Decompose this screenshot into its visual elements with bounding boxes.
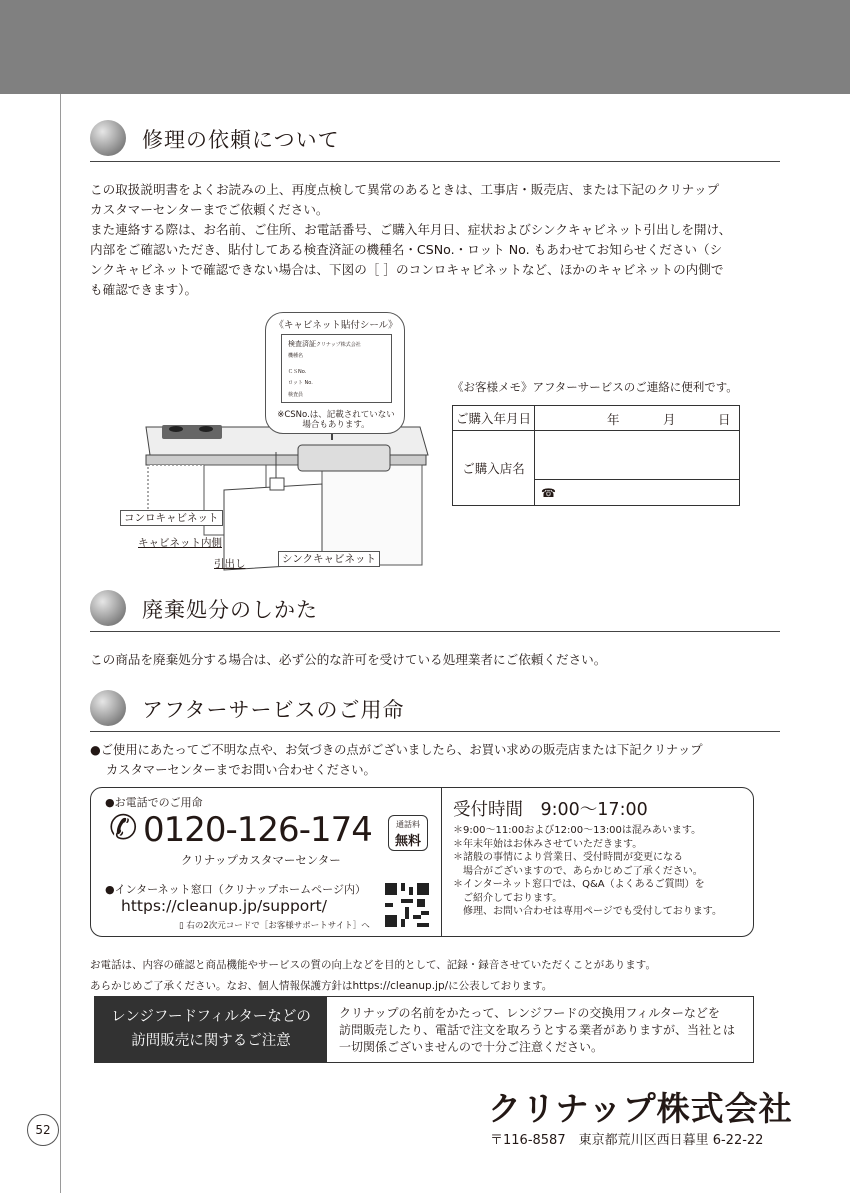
hours-value: 9:00〜17:00: [540, 800, 648, 820]
memo-row-date: [453, 406, 739, 431]
qr-code-icon[interactable]: [385, 883, 429, 927]
text-line: あらかじめご了承ください。なお、個人情報保護方針はhttps://cleanup.jp/に公表しております。: [90, 980, 553, 992]
phone-heading: ●お電話でのご用命: [105, 796, 203, 809]
card-field: 機種名: [288, 353, 304, 359]
text-line: この取扱説明書をよくお読みの上、再度点検して異常のあるときは、工事店・販売店、または下記のクリナップ: [90, 182, 720, 197]
day-label: 日: [718, 412, 731, 427]
support-url-link[interactable]: https://cleanup.jp/support/: [121, 897, 327, 915]
toll-free-badge: [388, 815, 428, 851]
inspection-card: [281, 334, 392, 403]
label-sink-cabinet: シンクキャビネット: [278, 551, 380, 567]
text-line: ンクキャビネットで確認できない場合は、下図の［ ］のコンロキャビネットなど、ほかのキャビネットの内側で: [90, 262, 724, 277]
cabinet-seal-callout: [265, 312, 405, 434]
label-drawer: 引出し: [214, 558, 246, 570]
hours-notes: [453, 824, 722, 919]
recording-notice: [90, 955, 782, 997]
afterservice-paragraph: [90, 740, 782, 780]
contact-box: [90, 787, 754, 937]
customer-memo-table: [452, 405, 740, 506]
memo-tel-divider: [535, 479, 740, 480]
phone-number[interactable]: 0120-126-174: [143, 810, 372, 850]
note-line: ＊年末年始はお休みさせていただきます。: [453, 838, 643, 850]
memo-caption: 《お客様メモ》アフターサービスのご連絡に便利です。: [452, 380, 738, 394]
card-field: 検査員: [288, 392, 304, 398]
purchase-date-label: ご購入年月日: [453, 406, 535, 430]
header-band: [0, 0, 850, 94]
center-name: クリナップカスタマーセンター: [181, 853, 341, 867]
qr-note: [179, 919, 370, 931]
text-line: も確認できます）。: [90, 282, 198, 297]
warning-line: 一切関係ございませんので十分ご注意ください。: [339, 1040, 604, 1054]
telephone-icon: ☎: [541, 486, 556, 500]
qr-note-text: 右の2次元コードで［お客様サポートサイト］へ: [186, 921, 370, 931]
disposal-paragraph: [90, 650, 782, 670]
internet-heading: ●インターネット窓口（クリナップホームページ内）: [105, 883, 366, 896]
note-line: 場合がございますので、あらかじめご了承ください。: [453, 865, 703, 877]
label-cabinet-inside: キャビネット内側: [138, 537, 222, 549]
bullet-ball-icon: [90, 590, 126, 626]
warning-body: [339, 1005, 735, 1056]
section-disposal-header: [90, 588, 780, 632]
note-line: ご紹介しております。: [453, 892, 563, 904]
page-number: 52: [27, 1114, 59, 1146]
warning-title: [95, 997, 327, 1062]
card-title-text: 検査済証: [288, 340, 316, 348]
month-label: 月: [663, 412, 676, 427]
text-line: カスタマーセンターまでご依頼ください。: [90, 202, 329, 217]
text-line: この商品を廃棄処分する場合は、必ず公的な許可を受けている処理業者にご依頼ください。: [90, 652, 607, 667]
smartphone-icon: ▯: [179, 921, 184, 931]
text-line: カスタマーセンターまでお問い合わせください。: [106, 763, 376, 777]
margin-line: [60, 94, 61, 1193]
phone-handset-icon: ✆: [109, 808, 138, 848]
hours-line: [453, 796, 648, 821]
text-line: 内部をご確認いただき、貼付してある検査済証の機種名・CSNo.・ロット No. もあわせてお知らせください（シ: [90, 242, 723, 257]
bullet-ball-icon: [90, 120, 126, 156]
csno-note: [266, 410, 406, 430]
text-line: お電話は、内容の確認と商品機能やサービスの質の向上などを目的として、記録・録音させていただくことがあります。: [90, 959, 656, 971]
seal-caption: 《キャビネット貼付シール》: [274, 320, 398, 331]
note-line: 場合もあります。: [302, 420, 370, 430]
warning-title-line: レンジフードフィルターなどの: [111, 1009, 311, 1025]
text-line: ●ご使用にあたってご不明な点や、お気づきの点がございましたら、お買い求めの販売店または下記クリナップ: [90, 743, 703, 757]
section-repair-header: [90, 118, 780, 162]
contact-divider: [441, 788, 442, 936]
repair-paragraph: [90, 180, 782, 300]
company-logo-text: クリナップ株式会社: [488, 1089, 793, 1128]
card-title: [288, 339, 361, 349]
card-field: ＣＳNo.: [288, 369, 307, 375]
section-afterservice-header: [90, 688, 780, 732]
section-title: アフターサービスのご用命: [142, 698, 405, 722]
note-line: 修理、お問い合わせは専用ページでも受付しております。: [453, 906, 722, 917]
memo-row-shop: [453, 431, 739, 505]
card-company: クリナップ株式会社: [316, 342, 361, 348]
section-title: 廃棄処分のしかた: [142, 598, 318, 622]
bullet-ball-icon: [90, 690, 126, 726]
warning-line: クリナップの名前をかたって、レンジフードの交換用フィルターなどを: [339, 1006, 720, 1020]
shop-name-label: ご購入店名: [453, 431, 535, 505]
section-title: 修理の依頼について: [142, 128, 340, 152]
warning-title-line: 訪問販売に関するご注意: [131, 1033, 291, 1049]
company-address: 〒116-8587 東京都荒川区西日暮里 6-22-22: [490, 1133, 764, 1148]
note-line: ＊諸般の事情により営業日、受付時間が変更になる: [453, 852, 683, 863]
warning-line: 訪問販売したり、電話で注文を取ろうとする業者がありますが、当社とは: [339, 1023, 736, 1037]
label-stove-cabinet: コンロキャビネット: [120, 510, 223, 526]
badge-top: 通話料: [396, 820, 420, 829]
text-line: また連絡する際は、お名前、ご住所、お電話番号、ご購入年月日、症状およびシンクキャビネット引出しを開け、: [90, 222, 732, 237]
note-line: ※CSNo.は、記載されていない: [277, 410, 395, 420]
hours-label: 受付時間: [453, 800, 523, 820]
card-field: ロット No.: [288, 380, 313, 386]
kitchen-diagram: [110, 312, 430, 574]
year-label: 年: [607, 412, 620, 427]
note-line: ＊9:00〜11:00および12:00〜13:00は混みあいます。: [453, 825, 702, 836]
note-line: ＊インターネット窓口では、Q&A（よくあるご質問）を: [453, 879, 705, 890]
badge-bottom: 無料: [394, 834, 421, 849]
door-to-door-warning: [94, 996, 754, 1063]
